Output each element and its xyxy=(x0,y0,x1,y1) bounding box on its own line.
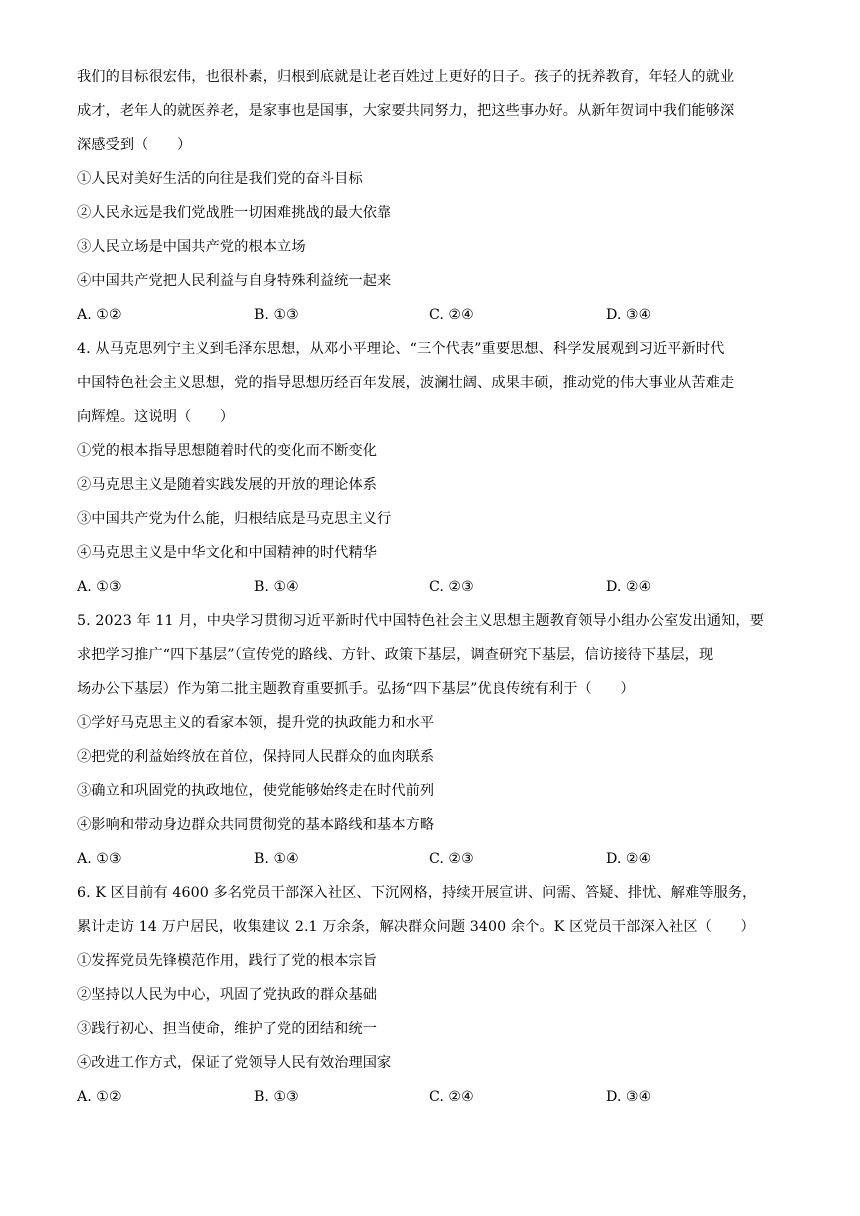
statement-3: ③践行初心、担当使命，维护了党的团结和统一 xyxy=(77,1021,378,1037)
option-d: D. ③④ xyxy=(606,1089,652,1105)
question-stem-line: 求把学习推广“四下基层”（宣传党的路线、方针、政策下基层，调查研究下基层，信访接待下基层，现 xyxy=(77,647,714,663)
statement-1: ①党的根本指导思想随着时代的变化而不断变化 xyxy=(77,443,378,459)
question-3 xyxy=(77,60,789,332)
answer-options xyxy=(77,298,789,332)
statement-1: ①学好马克思主义的看家本领，提升党的执政能力和水平 xyxy=(77,715,435,731)
statement-1: ①发挥党员先锋模范作用，践行了党的根本宗旨 xyxy=(77,953,378,969)
statement-4: ④马克思主义是中华文化和中国精神的时代精华 xyxy=(77,545,378,561)
question-stem-line: 场办公下基层）作为第二批主题教育重要抓手。弘扬“四下基层”优良传统有利于（ ） xyxy=(77,681,635,697)
exam-page xyxy=(77,60,789,1114)
option-b: B. ①④ xyxy=(254,579,299,595)
question-stem-line: 成才，老年人的就医养老，是家事也是国事，大家要共同努力，把这些事办好。从新年贺词中我们能够深 xyxy=(77,103,735,119)
question-6 xyxy=(77,876,789,1114)
statement-3: ③确立和巩固党的执政地位，使党能够始终走在时代前列 xyxy=(77,783,435,799)
question-stem-line: 4. 从马克思列宁主义到毛泽东思想，从邓小平理论、“三个代表”重要思想、科学发展观到习近平新时代 xyxy=(77,341,725,357)
option-a: A. ①② xyxy=(77,1089,122,1105)
option-d: D. ②④ xyxy=(606,851,652,867)
question-stem-line: 深感受到（ ） xyxy=(77,137,192,153)
option-b: B. ①④ xyxy=(254,851,299,867)
option-b: B. ①③ xyxy=(254,307,299,323)
option-d: D. ②④ xyxy=(606,579,652,595)
question-stem-line: 中国特色社会主义思想，党的指导思想历经百年发展，波澜壮阔、成果丰硕，推动党的伟大事业从苦难走 xyxy=(77,375,735,391)
option-a: A. ①③ xyxy=(77,851,122,867)
statement-1: ①人民对美好生活的向往是我们党的奋斗目标 xyxy=(77,171,363,187)
statement-2: ②人民永远是我们党战胜一切困难挑战的最大依靠 xyxy=(77,205,392,221)
option-c: C. ②③ xyxy=(429,579,474,595)
question-stem-line: 向辉煌。这说明（ ） xyxy=(77,409,235,425)
option-a: A. ①② xyxy=(77,307,122,323)
question-stem-line: 6. K 区目前有 4600 多名党员干部深入社区、下沉网格，持续开展宣讲、问需、答疑、排忧、解难等服务， xyxy=(77,885,757,901)
statement-4: ④改进工作方式，保证了党领导人民有效治理国家 xyxy=(77,1055,392,1071)
question-5 xyxy=(77,604,789,876)
option-c: C. ②④ xyxy=(429,1089,474,1105)
question-4 xyxy=(77,332,789,604)
option-d: D. ③④ xyxy=(606,307,652,323)
answer-options xyxy=(77,570,789,604)
statement-2: ②马克思主义是随着实践发展的开放的理论体系 xyxy=(77,477,378,493)
statement-3: ③人民立场是中国共产党的根本立场 xyxy=(77,239,306,255)
statement-2: ②把党的利益始终放在首位，保持同人民群众的血肉联系 xyxy=(77,749,435,765)
statement-3: ③中国共产党为什么能，归根结底是马克思主义行 xyxy=(77,511,392,527)
question-stem-line: 5. 2023 年 11 月，中央学习贯彻习近平新时代中国特色社会主义思想主题教育领导小组办公室发出通知，要 xyxy=(77,613,765,629)
option-c: C. ②④ xyxy=(429,307,474,323)
question-stem-line: 累计走访 14 万户居民，收集建议 2.1 万余条，解决群众问题 3400 余个。K 区党员干部深入社区（ ） xyxy=(77,919,755,935)
option-a: A. ①③ xyxy=(77,579,122,595)
option-b: B. ①③ xyxy=(254,1089,299,1105)
statement-4: ④中国共产党把人民利益与自身特殊利益统一起来 xyxy=(77,273,392,289)
answer-options xyxy=(77,842,789,876)
option-c: C. ②③ xyxy=(429,851,474,867)
statement-2: ②坚持以人民为中心，巩固了党执政的群众基础 xyxy=(77,987,378,1003)
answer-options xyxy=(77,1080,789,1114)
question-stem-line: 我们的目标很宏伟，也很朴素，归根到底就是让老百姓过上更好的日子。孩子的抚养教育，年轻人的就业 xyxy=(77,69,735,85)
statement-4: ④影响和带动身边群众共同贯彻党的基本路线和基本方略 xyxy=(77,817,435,833)
